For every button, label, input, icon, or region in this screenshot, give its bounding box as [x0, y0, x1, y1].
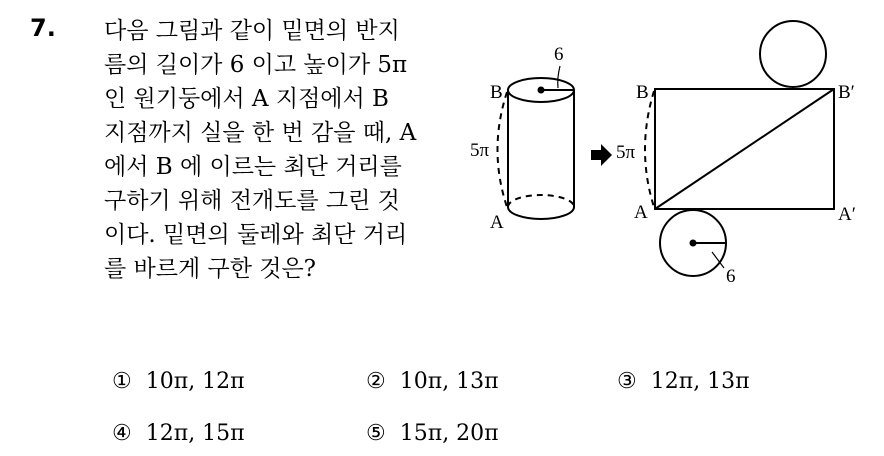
choice-5-mark: ⑤: [366, 421, 386, 446]
net-top-circle: [760, 21, 826, 87]
question-line-8: 를 바르게 구한 것은?: [104, 256, 317, 282]
choice-4-text: 12π, 15π: [145, 421, 245, 446]
question-line-4: 지점까지 실을 한 번 감을 때, A: [104, 120, 417, 146]
choice-1[interactable]: [112, 369, 245, 394]
cylinder-diagram: [498, 66, 575, 219]
net-center-dot: [690, 240, 697, 247]
net-label-b: B: [636, 82, 649, 103]
net-label-a-prime: A′: [838, 204, 856, 225]
net-label-a: A: [634, 202, 648, 223]
choice-3-mark: ③: [617, 369, 637, 394]
cylinder-height-label: 5π: [470, 140, 490, 161]
cylinder-radius-label: 6: [554, 44, 564, 65]
choice-5-text: 15π, 20π: [399, 421, 499, 446]
question-line-1: 다음 그림과 같이 밑면의 반지: [104, 18, 400, 44]
cylinder-bottom-front: [508, 207, 574, 219]
question-line-6: 구하기 위해 전개도를 그린 것: [104, 188, 400, 214]
question-line-3: 인 원기둥에서 A 지점에서 B: [104, 86, 389, 112]
net-height-arc: [645, 91, 654, 207]
choice-2-mark: ②: [366, 369, 386, 394]
choice-1-text: 10π, 12π: [145, 369, 245, 394]
choice-4[interactable]: [112, 421, 245, 446]
net-diagonal: [655, 89, 834, 209]
net-height-label: 5π: [616, 142, 636, 163]
choice-3-text: 12π, 13π: [650, 369, 750, 394]
cylinder-label-a: A: [490, 212, 504, 233]
cylinder-bottom-back: [508, 195, 574, 207]
cylinder-center-dot: [538, 87, 545, 94]
choice-5[interactable]: [366, 421, 499, 446]
net-label-b-prime: B′: [838, 82, 855, 103]
question-line-5: 에서 B 에 이르는 최단 거리를: [104, 154, 402, 180]
arrow-icon: [591, 144, 612, 166]
net-radius-label: 6: [726, 266, 736, 287]
cylinder-radius-pointer: [558, 66, 560, 88]
choice-4-mark: ④: [112, 421, 132, 446]
net-diagram: [645, 21, 834, 276]
choice-3[interactable]: [617, 369, 750, 394]
cylinder-height-arc: [498, 92, 508, 207]
choice-2[interactable]: [366, 369, 499, 394]
question-line-7: 이다. 밑면의 둘레와 최단 거리: [104, 222, 408, 248]
question-line-2: 름의 길이가 6 이고 높이가 5π: [104, 52, 408, 78]
cylinder-label-b: B: [490, 82, 503, 103]
choice-2-text: 10π, 13π: [399, 369, 499, 394]
choice-1-mark: ①: [112, 369, 132, 394]
question-number: 7.: [30, 14, 56, 42]
